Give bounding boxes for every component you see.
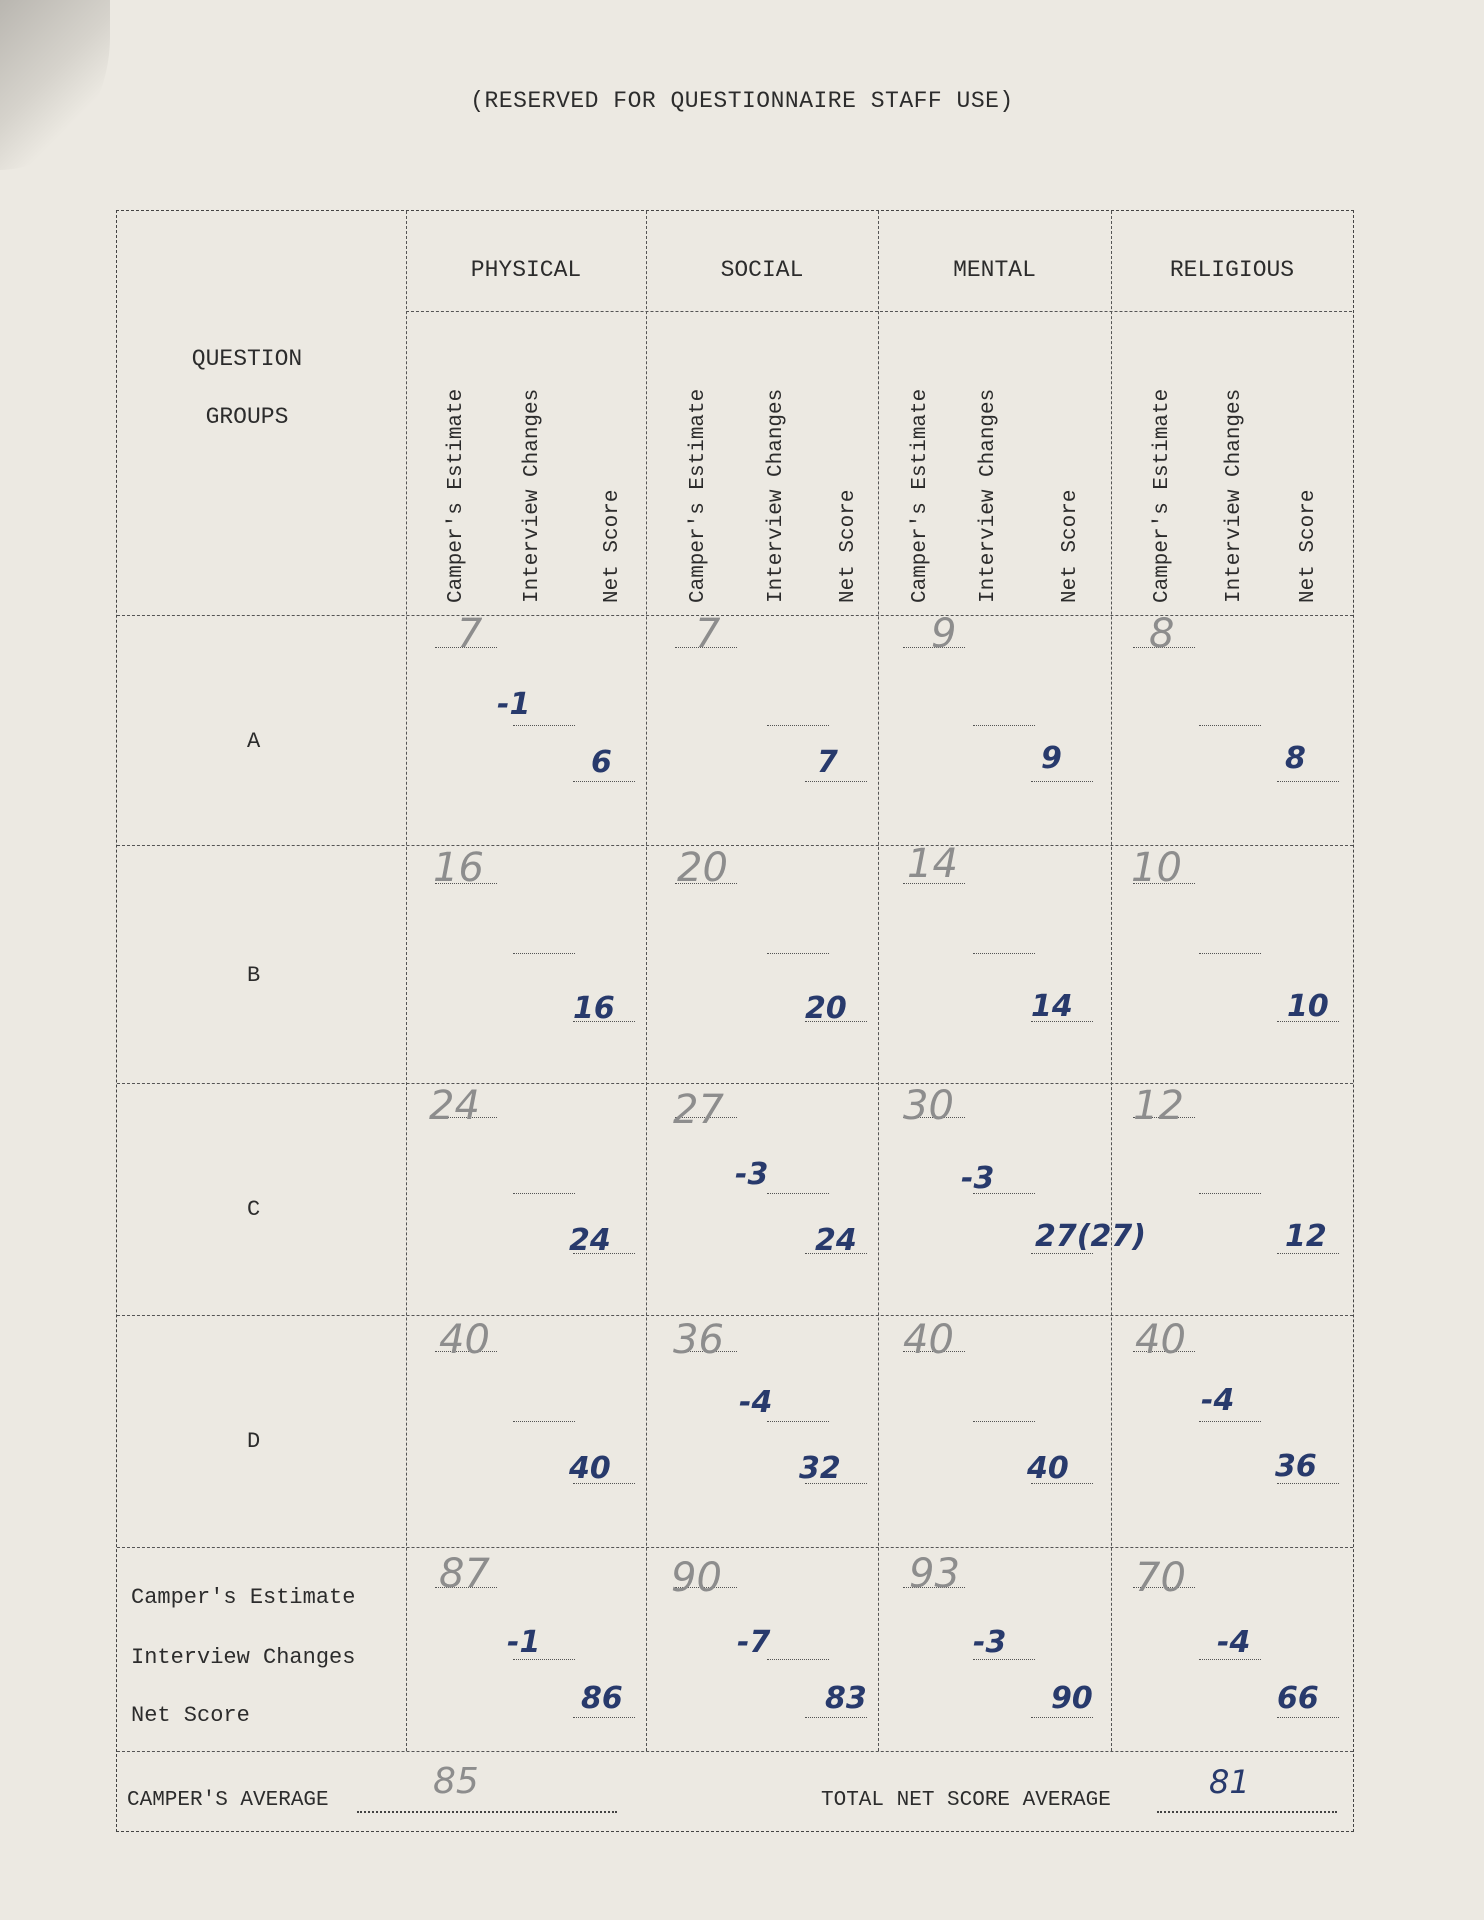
campers-average-value: 85	[433, 1761, 479, 1802]
subheader-interview-changes: Interview Changes	[1223, 388, 1246, 603]
totals-label-interview-changes: Interview Changes	[131, 1645, 356, 1670]
cell-underline	[1199, 725, 1261, 726]
page-title: (RESERVED FOR QUESTIONNAIRE STAFF USE)	[470, 88, 1014, 114]
cell-underline	[1199, 1193, 1261, 1194]
cell-underline	[513, 1193, 575, 1194]
cell-b-mental-estimate: 14	[907, 841, 958, 887]
campers-average-line	[357, 1811, 617, 1813]
category-mental: MENTAL	[953, 257, 1036, 283]
subheader-net-score: Net Score	[1059, 489, 1082, 603]
page-corner-shadow	[0, 0, 110, 170]
total-social-changes: -7	[737, 1625, 771, 1660]
cell-d-mental-net: 40	[1027, 1451, 1069, 1486]
cell-d-mental-estimate: 40	[903, 1317, 954, 1363]
cell-b-physical-estimate: 16	[433, 845, 484, 891]
cell-underline	[513, 725, 575, 726]
subheader-interview-changes: Interview Changes	[977, 388, 1000, 603]
total-physical-net: 86	[581, 1681, 623, 1716]
category-social: SOCIAL	[720, 257, 804, 283]
cell-d-religious-changes: -4	[1201, 1383, 1235, 1418]
total-mental-estimate: 93	[909, 1551, 960, 1597]
cell-underline	[973, 725, 1035, 726]
cell-a-religious-estimate: 8	[1149, 611, 1175, 657]
divider	[878, 211, 879, 1751]
totals-label-net-score: Net Score	[131, 1703, 250, 1728]
cell-c-religious-net: 12	[1285, 1219, 1327, 1254]
question-groups-line2: GROUPS	[205, 404, 289, 430]
cell-a-social-estimate: 7	[695, 611, 721, 657]
group-label-d: D	[247, 1429, 261, 1454]
campers-average-label: CAMPER'S AVERAGE	[127, 1789, 329, 1812]
cell-underline	[805, 781, 867, 782]
cell-d-physical-net: 40	[569, 1451, 611, 1486]
subheader-campers-estimate: Camper's Estimate	[687, 388, 710, 603]
total-mental-changes: -3	[973, 1625, 1007, 1660]
category-physical: PHYSICAL	[470, 257, 582, 283]
cell-a-social-net: 7	[817, 745, 838, 780]
cell-underline	[767, 1421, 829, 1422]
group-label-a: A	[247, 729, 261, 754]
total-net-score-average-label: TOTAL NET SCORE AVERAGE	[821, 1789, 1111, 1812]
subheader-campers-estimate: Camper's Estimate	[445, 388, 468, 603]
cell-underline	[805, 1717, 867, 1718]
cell-underline	[1277, 1717, 1339, 1718]
cell-b-social-estimate: 20	[677, 845, 728, 891]
cell-c-social-changes: -3	[735, 1157, 769, 1192]
cell-a-physical-estimate: 7	[457, 611, 483, 657]
cell-c-physical-estimate: 24	[429, 1083, 480, 1129]
cell-c-social-net: 24	[815, 1223, 857, 1258]
cell-underline	[767, 1193, 829, 1194]
cell-underline	[573, 781, 635, 782]
cell-underline	[973, 953, 1035, 954]
cell-c-physical-net: 24	[569, 1223, 611, 1258]
cell-d-social-changes: -4	[739, 1385, 773, 1420]
cell-b-mental-net: 14	[1031, 989, 1073, 1024]
cell-d-social-net: 32	[799, 1451, 841, 1486]
cell-d-physical-estimate: 40	[439, 1317, 490, 1363]
cell-a-physical-changes: -1	[497, 687, 531, 722]
cell-underline	[973, 1421, 1035, 1422]
cell-b-social-net: 20	[805, 991, 847, 1026]
cell-b-religious-estimate: 10	[1131, 845, 1182, 891]
cell-underline	[767, 725, 829, 726]
total-physical-estimate: 87	[439, 1551, 490, 1597]
subheader-net-score: Net Score	[837, 489, 860, 603]
group-label-b: B	[247, 963, 261, 988]
total-physical-changes: -1	[507, 1625, 541, 1660]
score-table	[116, 210, 1354, 1832]
cell-underline	[767, 953, 829, 954]
total-social-net: 83	[825, 1681, 867, 1716]
cell-c-religious-estimate: 12	[1133, 1083, 1184, 1129]
divider	[646, 211, 647, 1751]
subheader-net-score: Net Score	[1297, 489, 1320, 603]
subheader-interview-changes: Interview Changes	[765, 388, 788, 603]
divider	[117, 1315, 1353, 1316]
cell-underline	[1031, 1717, 1093, 1718]
cell-b-physical-net: 16	[573, 991, 615, 1026]
totals-label-campers-estimate: Camper's Estimate	[131, 1585, 356, 1610]
cell-underline	[1199, 1421, 1261, 1422]
divider	[406, 311, 1352, 312]
total-net-score-average-value: 81	[1209, 1763, 1250, 1801]
subheader-campers-estimate: Camper's Estimate	[909, 388, 932, 603]
total-mental-net: 90	[1051, 1681, 1093, 1716]
cell-b-religious-net: 10	[1287, 989, 1329, 1024]
subheader-campers-estimate: Camper's Estimate	[1151, 388, 1174, 603]
cell-a-mental-net: 9	[1041, 741, 1062, 776]
cell-underline	[1199, 953, 1261, 954]
cell-d-religious-net: 36	[1275, 1449, 1317, 1484]
cell-underline	[513, 1421, 575, 1422]
total-religious-net: 66	[1277, 1681, 1319, 1716]
cell-a-physical-net: 6	[591, 745, 612, 780]
cell-underline	[1031, 781, 1093, 782]
total-net-score-average-line	[1157, 1811, 1337, 1813]
category-religious: RELIGIOUS	[1169, 257, 1295, 283]
divider	[1111, 211, 1112, 1751]
question-groups-line1: QUESTION	[191, 346, 303, 372]
cell-c-mental-changes: -3	[961, 1161, 995, 1196]
subheader-interview-changes: Interview Changes	[521, 388, 544, 603]
cell-underline	[513, 953, 575, 954]
cell-underline	[573, 1717, 635, 1718]
cell-a-mental-estimate: 9	[931, 611, 957, 657]
total-religious-estimate: 70	[1135, 1555, 1186, 1601]
total-social-estimate: 90	[671, 1555, 722, 1601]
divider	[117, 1547, 1353, 1548]
divider	[117, 1751, 1353, 1752]
cell-d-social-estimate: 36	[673, 1317, 724, 1363]
cell-d-religious-estimate: 40	[1135, 1317, 1186, 1363]
cell-c-mental-estimate: 30	[903, 1083, 954, 1129]
cell-c-mental-net: 27(27)	[1035, 1219, 1146, 1254]
cell-c-social-estimate: 27	[673, 1087, 724, 1133]
subheader-net-score: Net Score	[601, 489, 624, 603]
cell-underline	[1277, 781, 1339, 782]
group-label-c: C	[247, 1197, 261, 1222]
divider	[406, 211, 407, 1751]
total-religious-changes: -4	[1217, 1625, 1251, 1660]
cell-a-religious-net: 8	[1285, 741, 1306, 776]
cell-underline	[767, 1659, 829, 1660]
